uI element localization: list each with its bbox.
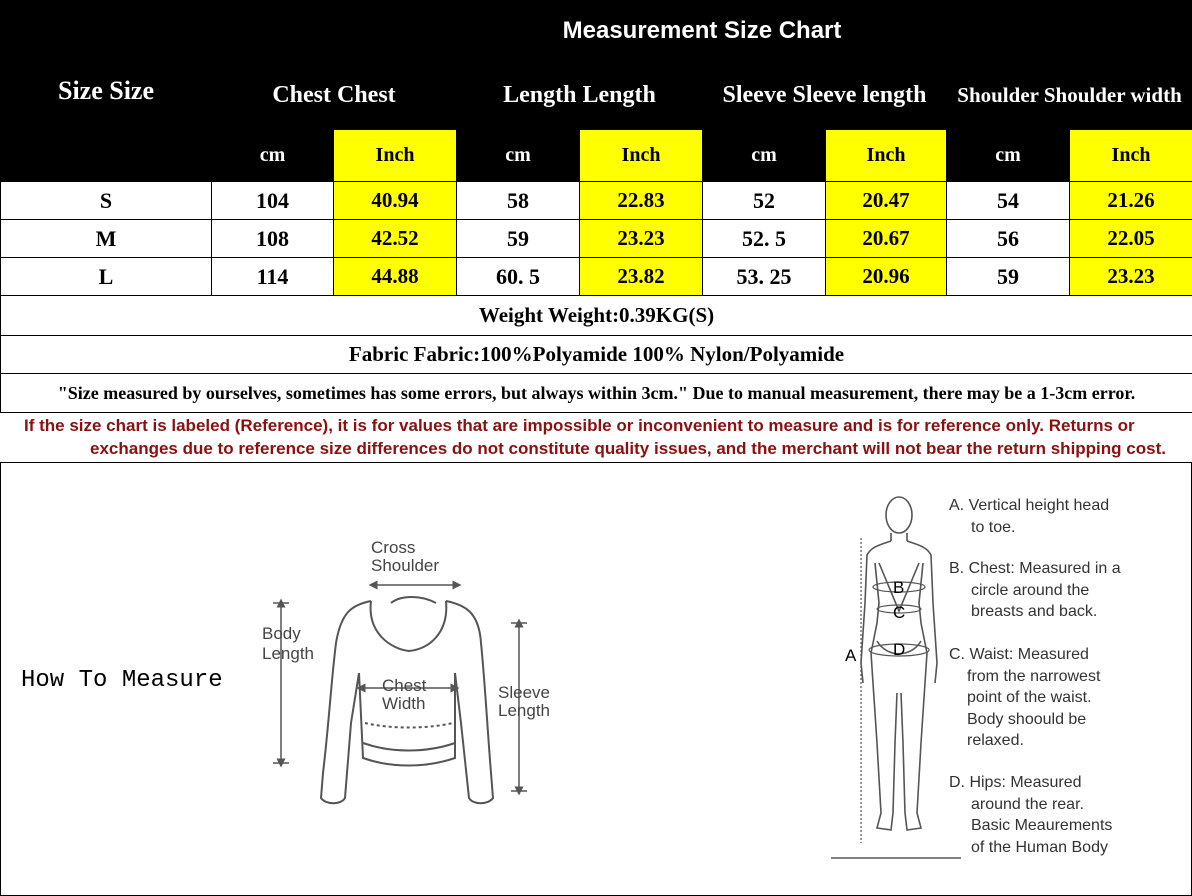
value-cell: 23.82 (580, 258, 703, 296)
legend-line: Basic Meaurements (971, 817, 1113, 834)
value-cell: 23.23 (1070, 258, 1192, 296)
value-cell: 52 (703, 182, 826, 220)
legend-line: breasts and back. (971, 603, 1098, 620)
body-letter-c: C (893, 603, 906, 622)
body-figure-diagram (821, 483, 961, 863)
value-cell: 20.96 (826, 258, 947, 296)
value-cell: 114 (212, 258, 334, 296)
legend-line: C. Waist: Measured (949, 646, 1089, 663)
group-header-sleeve: Sleeve Sleeve length (703, 62, 947, 130)
legend-d (949, 772, 1112, 858)
size-cell: L (1, 258, 212, 296)
value-cell: 22.05 (1070, 220, 1192, 258)
size-header: Size Size (1, 1, 212, 182)
legend-line: circle around the (971, 581, 1090, 599)
table-title: Measurement Size Chart (212, 1, 1192, 62)
table-row (1, 258, 1192, 296)
value-cell: 40.94 (334, 182, 457, 220)
cross-shoulder-label: Shoulder (371, 556, 440, 575)
legend-line: Body shoould be (967, 710, 1087, 728)
value-cell: 23.23 (580, 220, 703, 258)
fabric-row: Fabric Fabric:100%Polyamide 100% Nylon/Polyamide (1, 336, 1192, 374)
legend-a (949, 495, 1109, 538)
body-letter-d: D (893, 640, 906, 659)
unit-header: cm (703, 130, 826, 182)
legend-line: D. Hips: Measured (949, 774, 1082, 791)
measurement-size-table (0, 0, 1192, 413)
value-cell: 53. 25 (703, 258, 826, 296)
unit-header: cm (457, 130, 580, 182)
measurement-note: "Size measured by ourselves, sometimes has some errors, but always within 3cm." Due to manual measurement, there may be a 1-3cm error. (1, 374, 1192, 413)
unit-header: Inch (334, 130, 457, 182)
weight-row: Weight Weight:0.39KG(S) (1, 296, 1192, 336)
unit-header: Inch (1070, 130, 1192, 182)
legend-line: around the rear. (971, 795, 1084, 813)
body-letter-b: B (893, 578, 905, 597)
chest-width-label: Chest (382, 676, 427, 695)
value-cell: 52. 5 (703, 220, 826, 258)
value-cell: 58 (457, 182, 580, 220)
value-cell: 60. 5 (457, 258, 580, 296)
legend-line: point of the waist. (967, 689, 1092, 706)
value-cell: 44.88 (334, 258, 457, 296)
legend-line: A. Vertical height head (949, 497, 1110, 514)
shirt-measure-diagram (241, 523, 581, 823)
value-cell: 42.52 (334, 220, 457, 258)
body-outline (861, 497, 937, 830)
size-cell: S (1, 182, 212, 220)
unit-header: Inch (826, 130, 947, 182)
unit-header: cm (947, 130, 1070, 182)
group-header-length: Length Length (457, 62, 703, 130)
how-to-measure-panel (0, 462, 1192, 896)
table-row (1, 220, 1192, 258)
legend-line: from the narrowest (967, 667, 1101, 685)
body-length-label: Body (262, 624, 301, 643)
legend-line: to toe. (971, 518, 1016, 536)
value-cell: 104 (212, 182, 334, 220)
value-cell: 108 (212, 220, 334, 258)
chest-width-label: Width (382, 694, 426, 713)
sleeve-length-label: Sleeve (498, 683, 550, 702)
legend-line: relaxed. (967, 732, 1024, 749)
body-length-label: Length (262, 644, 314, 663)
value-cell: 59 (457, 220, 580, 258)
disclaimer-line: exchanges due to reference size differences do not constitute quality issues, and the merchant will not bear the return shipping cost. (90, 439, 1166, 458)
group-header-shoulder: Shoulder Shoulder width (947, 62, 1192, 130)
unit-header: cm (212, 130, 334, 182)
legend-b (949, 558, 1121, 623)
value-cell: 59 (947, 258, 1070, 296)
value-cell: 54 (947, 182, 1070, 220)
unit-header: Inch (580, 130, 703, 182)
sleeve-length-label: Length (498, 701, 550, 720)
group-header-chest: Chest Chest (212, 62, 457, 130)
disclaimer-line: If the size chart is labeled (Reference), it is for values that are impossible or inconvenient to measure and is for reference only. Returns or (24, 416, 1135, 435)
cross-shoulder-label: Cross (371, 538, 416, 557)
value-cell: 21.26 (1070, 182, 1192, 220)
value-cell: 20.67 (826, 220, 947, 258)
value-cell: 22.83 (580, 182, 703, 220)
value-cell: 56 (947, 220, 1070, 258)
reference-disclaimer (0, 413, 1192, 461)
legend-line: B. Chest: Measured in a (949, 560, 1121, 577)
value-cell: 20.47 (826, 182, 947, 220)
table-row (1, 182, 1192, 220)
body-letter-a: A (845, 646, 857, 665)
how-to-measure-heading: How To Measure (21, 667, 223, 694)
legend-line: of the Human Body (971, 838, 1108, 856)
legend-c (949, 644, 1100, 752)
size-cell: M (1, 220, 212, 258)
